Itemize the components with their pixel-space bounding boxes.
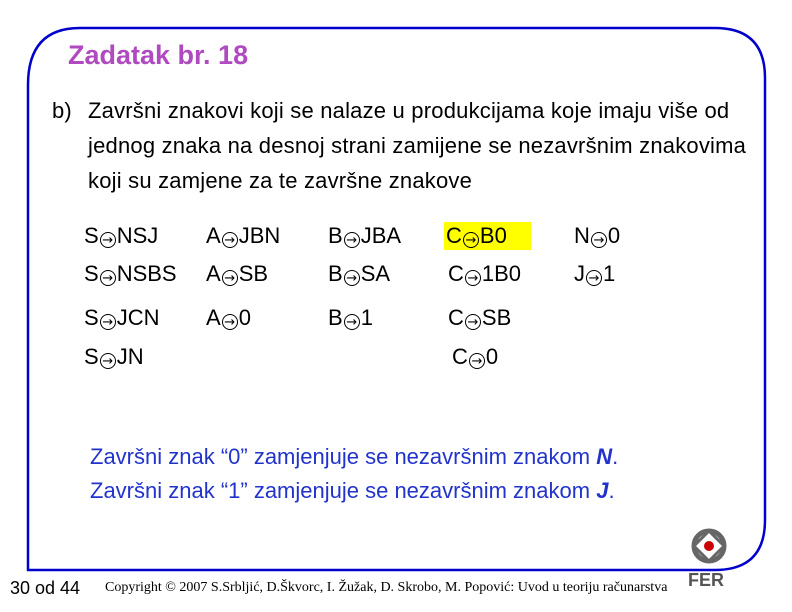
item-marker: b) [52,98,72,123]
production-rule [452,343,498,371]
note-symbol: J [596,478,609,503]
rule-lhs: C [446,223,462,248]
production-rule [448,304,511,332]
note-text: Završni znak “0” zamjenjuje se nezavršnim znakom [90,444,597,469]
rule-rhs: JN [116,344,144,369]
rule-lhs: A [206,261,221,286]
item-text: Završni znakovi koji se nalaze u produkcijama koje imaju više od jednog znaka na desnoj strani zamijene se nezavršnim znakovima koji su zamjene za te završne znakove [88,98,747,193]
circled-arrow-icon: → [463,232,479,248]
production-rule [84,343,144,371]
note-end: . [608,478,615,503]
rule-rhs: SB [481,305,512,330]
production-rule [206,222,280,250]
rule-rhs: 0 [238,305,251,330]
circled-arrow-icon: → [100,270,116,286]
rule-rhs: 0 [607,223,621,248]
rule-lhs: B [328,261,343,286]
note-text: Završni znak “1” zamjenjuje se nezavršnim znakom [90,478,597,503]
slide-title: Zadatak br. 18 [68,40,249,70]
production-rule [448,260,521,288]
rule-rhs: SB [238,261,269,286]
rule-lhs: A [206,305,221,330]
circled-arrow-icon: → [344,232,360,248]
rule-rhs: 1B0 [481,261,522,286]
rule-rhs: 1 [360,305,373,330]
production-rule [444,222,531,250]
note-symbol: N [596,444,613,469]
production-rule [206,260,268,288]
circled-arrow-icon: → [586,270,602,286]
rule-lhs: S [84,261,99,286]
production-rule [84,222,158,250]
production-rule [328,222,401,250]
production-rule [574,222,620,250]
rule-rhs: NSBS [116,261,177,286]
rule-lhs: S [84,223,99,248]
fer-logo [686,526,732,588]
rule-lhs: N [574,223,590,248]
circled-arrow-icon: → [465,270,481,286]
rule-lhs: C [448,305,464,330]
rule-rhs: JCN [116,305,160,330]
circled-arrow-icon: → [344,270,360,286]
rule-lhs: S [84,305,99,330]
circled-arrow-icon: → [591,232,607,248]
rule-rhs: JBA [360,223,402,248]
copyright-text: Copyright © 2007 S.Srbljić, D.Škvorc, I. Žužak, D. Skrobo, M. Popović: Uvod u teoriju računarstva [105,580,668,595]
rule-rhs: JBN [238,223,281,248]
circled-arrow-icon: → [100,232,116,248]
rule-rhs: B0 [479,223,507,248]
production-rule [574,260,615,288]
production-rule [84,260,177,288]
circled-arrow-icon: → [222,314,238,330]
note-line-1 [90,444,618,470]
production-rule [84,304,159,332]
rule-lhs: B [328,305,343,330]
rule-lhs: S [84,344,99,369]
circled-arrow-icon: → [222,232,238,248]
circled-arrow-icon: → [465,314,481,330]
production-rule [206,304,251,332]
rule-lhs: B [328,223,343,248]
rule-lhs: A [206,223,221,248]
rule-rhs: NSJ [116,223,159,248]
rule-rhs: SA [360,261,391,286]
rule-lhs: C [448,261,464,286]
note-end: . [612,444,619,469]
rule-lhs: J [574,261,585,286]
logo-text: FER [688,570,724,588]
circled-arrow-icon: → [344,314,360,330]
production-rule [328,304,373,332]
circled-arrow-icon: → [222,270,238,286]
circled-arrow-icon: → [100,314,116,330]
circled-arrow-icon: → [100,353,116,369]
rule-rhs: 1 [603,261,616,286]
page-number: 30 od 44 [10,578,81,598]
rule-rhs: 0 [485,344,499,369]
production-rule [328,260,390,288]
note-line-2 [90,478,615,504]
circled-arrow-icon: → [469,353,485,369]
rule-lhs: C [452,344,468,369]
